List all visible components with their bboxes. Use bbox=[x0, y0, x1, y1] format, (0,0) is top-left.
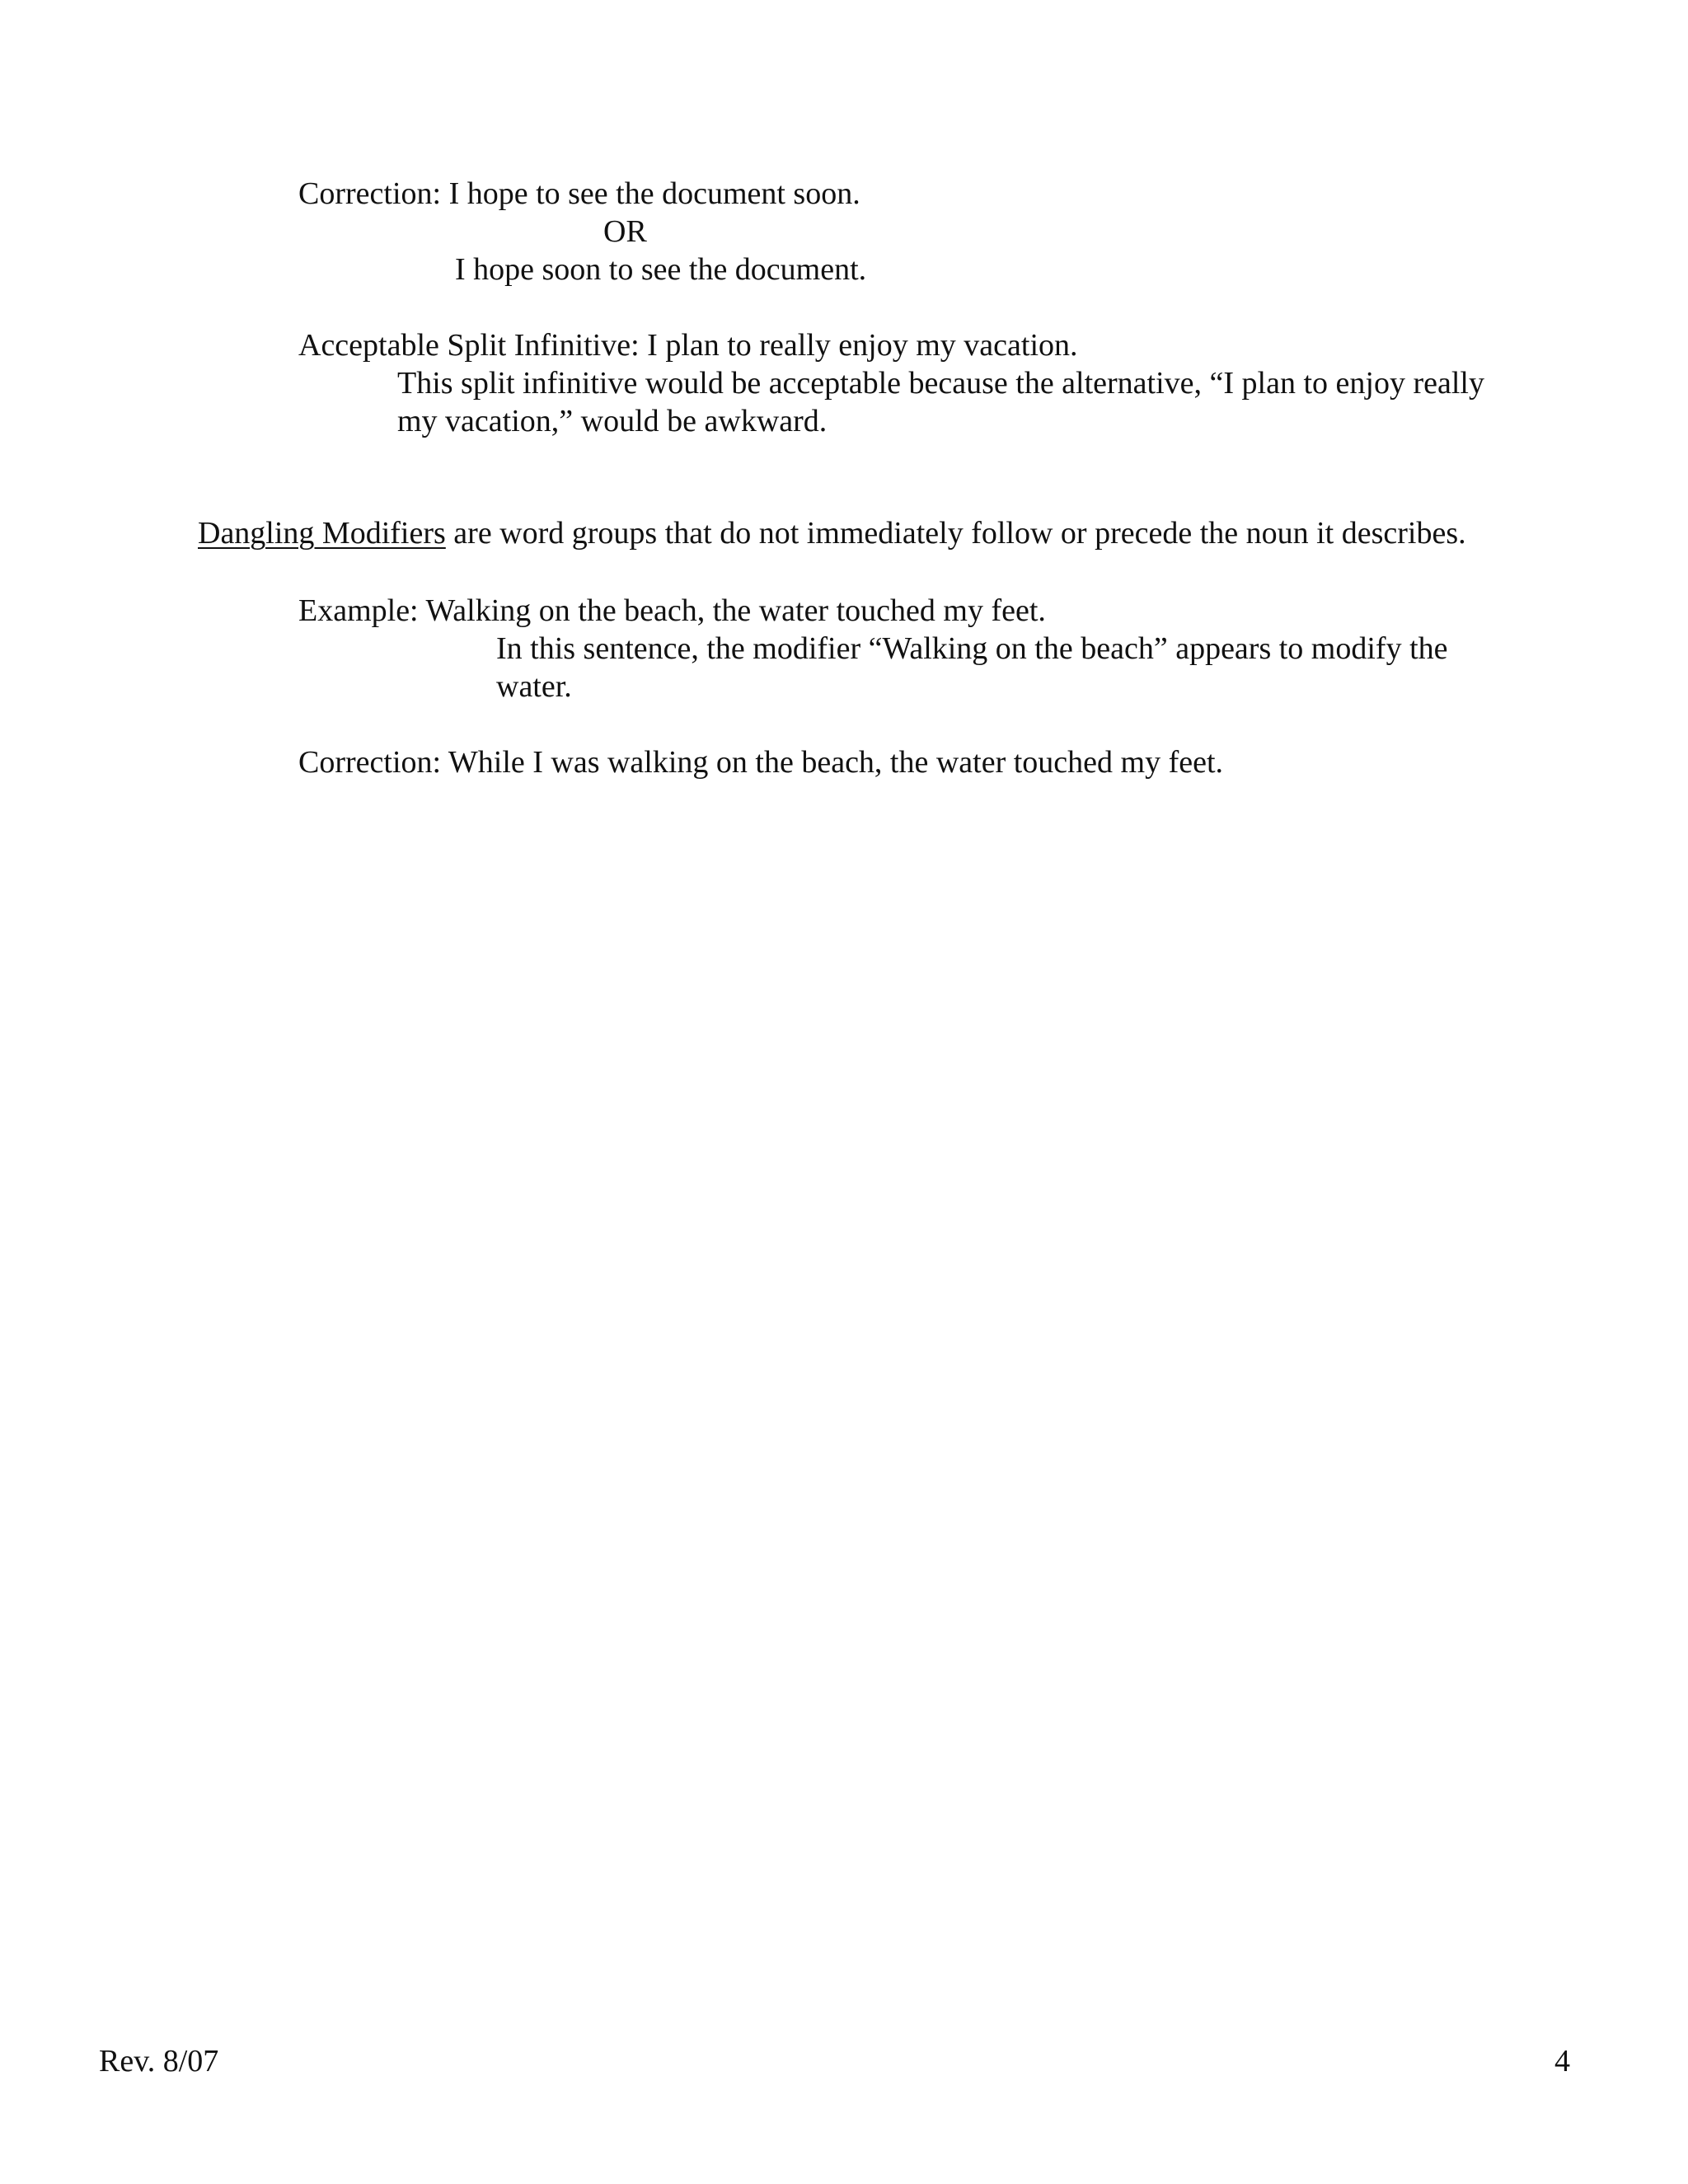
dangling-example-line bbox=[298, 592, 1046, 630]
example-explanation-line-2: water. bbox=[496, 669, 572, 704]
example-explanation-line-1: In this sentence, the modifier “Walking on the beach” appears to modify the bbox=[496, 631, 1448, 666]
dangling-correction-text: While I was walking on the beach, the water touched my feet. bbox=[448, 745, 1224, 780]
or-separator: OR bbox=[603, 214, 647, 249]
example-text: Walking on the beach, the water touched my feet. bbox=[425, 593, 1046, 628]
correction-label: Correction: bbox=[298, 176, 442, 211]
acceptable-explanation-line-2: my vacation,” would be awkward. bbox=[397, 404, 828, 438]
acceptable-text: I plan to really enjoy my vacation. bbox=[647, 328, 1078, 363]
example-label: Example: bbox=[298, 593, 419, 628]
acceptable-split-infinitive-line bbox=[298, 326, 1078, 364]
footer-page-number: 4 bbox=[1554, 2044, 1570, 2079]
correction-text: I hope to see the document soon. bbox=[448, 176, 860, 211]
split-infinitive-correction-line bbox=[298, 175, 860, 213]
dangling-correction-line bbox=[298, 743, 1223, 781]
dangling-modifiers-term: Dangling Modifiers bbox=[198, 516, 446, 551]
dangling-modifiers-definition bbox=[198, 514, 1466, 552]
alternate-correction-text: I hope soon to see the document. bbox=[455, 252, 867, 287]
acceptable-explanation-line-1: This split infinitive would be acceptable because the alternative, “I plan to enjoy really bbox=[397, 366, 1484, 401]
dangling-modifiers-definition-text: are word groups that do not immediately follow or precede the noun it describes. bbox=[453, 516, 1466, 551]
acceptable-label: Acceptable Split Infinitive: bbox=[298, 328, 640, 363]
dangling-correction-label: Correction: bbox=[298, 745, 442, 780]
footer-revision: Rev. 8/07 bbox=[99, 2044, 219, 2079]
